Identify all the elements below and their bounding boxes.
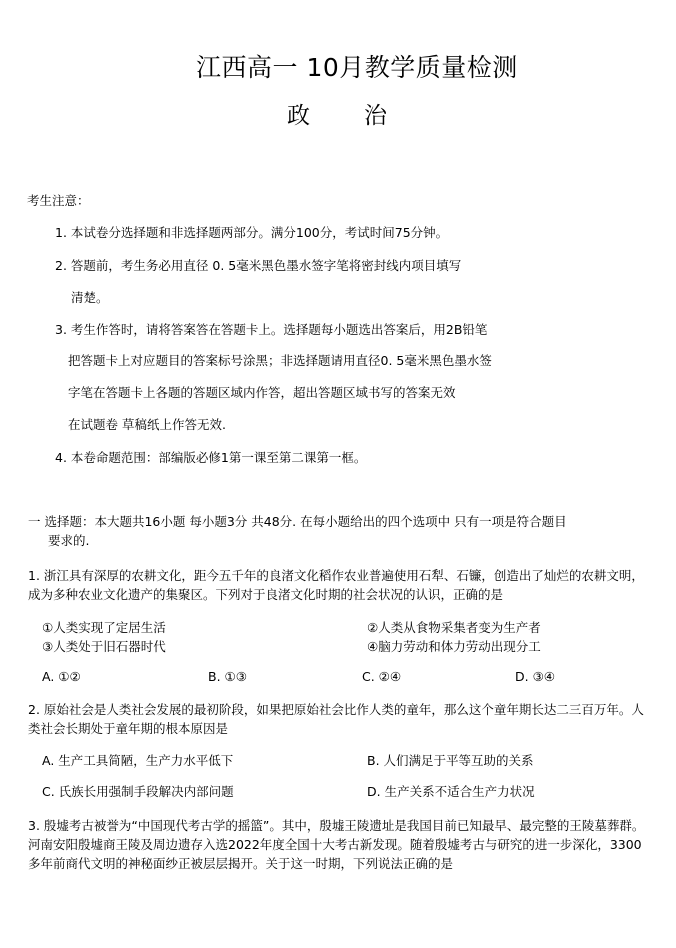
option-a: A. ①②: [42, 669, 81, 684]
subject-title: [287, 97, 387, 130]
question-3-stem: 3. 殷墟考古被誉为“中国现代考古学的摇篮”。其中，殷墟王陵遗址是我国目前已知最早、最完整的王陵墓葬群。河南安阳殷墟商王陵及周边遗存入选2022年度全国十大考古新发现。随着殷墟考古与研究的进一步深化，3300多年前商代文明的神秘面纱正被层层揭开。关于这一时期，下列说法正确的是: [28, 818, 645, 871]
notice-item: 把答题卡上对应题目的答案标号涂黑；非选择题请用直径0. 5毫米黑色墨水签: [68, 353, 492, 368]
subject-char-2: 治: [364, 103, 387, 129]
notice-item: 在试题卷 草稿纸上作答无效.: [68, 417, 226, 432]
statement: ①人类实现了定居生活: [42, 620, 166, 635]
option-c: C. ②④: [362, 669, 402, 684]
option-b: B. ①③: [208, 669, 247, 684]
notice-item: 2. 答题前，考生务必用直径 0. 5毫米黑色墨水签字笔将密封线内项目填写: [55, 258, 462, 273]
statement: ③人类处于旧石器时代: [42, 639, 166, 654]
option-d: D. 生产关系不适合生产力状况: [367, 784, 535, 799]
question-1-stem: 1. 浙江具有深厚的农耕文化，距今五千年的良渚文化稻作农业普遍使用石犁、石镰，创造出了灿烂的农耕文明，成为多种农业文化遗产的集聚区。下列对于良渚文化时期的社会状况的认识，正确的是: [28, 568, 644, 602]
notice-heading: 考生注意：: [27, 193, 90, 208]
statement: ②人类从食物采集者变为生产者: [367, 620, 541, 635]
section-heading-cont: 要求的.: [48, 533, 90, 548]
option-c: C. 氏族长用强制手段解决内部问题: [42, 784, 234, 799]
option-b: B. 人们满足于平等互助的关系: [367, 753, 534, 768]
section-heading: 一 选择题：本大题共16小题 每小题3分 共48分. 在每小题给出的四个选项中 只有一项是符合题目: [28, 514, 567, 529]
notice-item: 清楚。: [71, 290, 109, 305]
statement: ④脑力劳动和体力劳动出现分工: [367, 639, 541, 654]
notice-item: 1. 本试卷分选择题和非选择题两部分。满分100分，考试时间75分钟。: [55, 225, 449, 240]
question-2-stem: 2. 原始社会是人类社会发展的最初阶段，如果把原始社会比作人类的童年，那么这个童年期长达二三百万年。人类社会长期处于童年期的根本原因是: [28, 702, 644, 736]
option-d: D. ③④: [515, 669, 555, 684]
subject-char-1: 政: [287, 103, 310, 129]
notice-item: 4. 本卷命题范围：部编版必修1第一课至第二课第一框。: [55, 450, 367, 465]
option-a: A. 生产工具简陋，生产力水平低下: [42, 753, 234, 768]
notice-item: 3. 考生作答时，请将答案答在答题卡上。选择题每小题选出答案后，用2B铅笔: [55, 322, 488, 337]
notice-item: 字笔在答题卡上各题的答题区域内作答，超出答题区域书写的答案无效: [68, 385, 456, 400]
page-title: 江西高一 10月教学质量检测: [196, 53, 518, 82]
